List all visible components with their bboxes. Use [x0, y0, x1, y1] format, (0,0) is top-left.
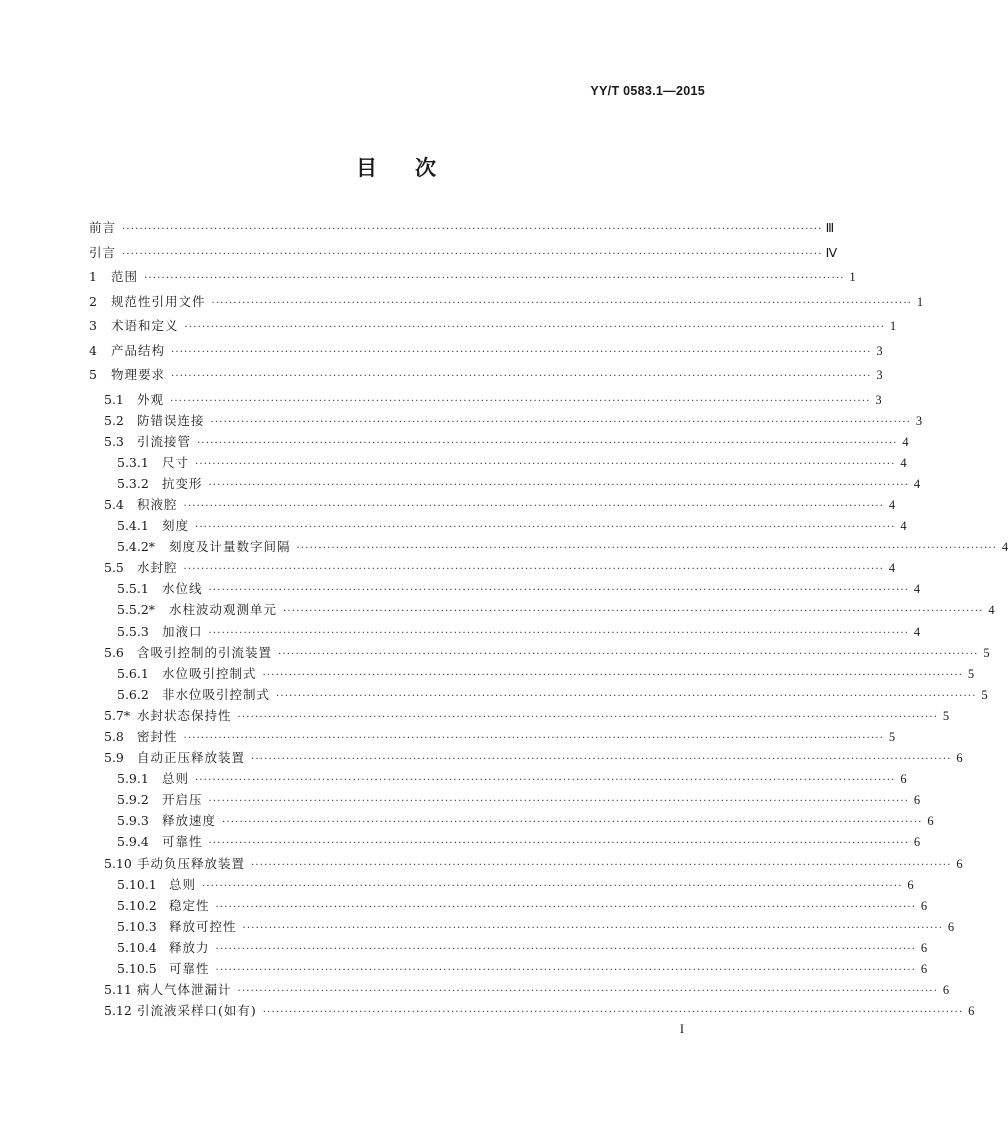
- standard-code: YY/T 0583.1—2015: [590, 84, 705, 98]
- toc-entry-number: 5.10.5: [117, 961, 157, 977]
- toc-entry-title: 尺寸: [162, 454, 190, 470]
- toc-entry-page: Ⅲ: [825, 221, 835, 235]
- toc-entry[interactable]: [89, 365, 883, 390]
- toc-entry[interactable]: [89, 316, 897, 341]
- toc-entry-page: Ⅳ: [825, 245, 838, 260]
- toc-entry-number: 5.8: [104, 729, 124, 744]
- toc-entry-number: 1: [89, 269, 97, 284]
- toc-leader-dots: ································································································································································: [184, 322, 886, 333]
- toc-entry-page: 6: [947, 919, 955, 934]
- toc-entry-page: 3: [915, 413, 923, 428]
- toc-leader-dots: ································································································································································: [208, 838, 910, 850]
- toc-entry-title: 非水位吸引控制式: [162, 686, 271, 702]
- toc-leader-dots: ································································································································································: [208, 627, 910, 639]
- toc-entry-title: 引流液采样口(如有): [137, 1003, 257, 1019]
- toc-entry-number: 5.3.2: [117, 475, 149, 491]
- toc-entry[interactable]: [89, 790, 921, 811]
- toc-entry-page: 4: [888, 561, 896, 576]
- toc-entry-title: 范围: [111, 269, 139, 284]
- toc-leader-dots: ································································································································································: [171, 346, 872, 358]
- toc-entry-number: 3: [89, 318, 97, 333]
- toc-entry[interactable]: [89, 267, 856, 292]
- toc-entry-page: 6: [920, 940, 928, 955]
- toc-entry-page: 4: [902, 434, 909, 449]
- toc-entry-title: 释放可控性: [169, 918, 237, 934]
- toc-leader-dots: ································································································································································: [208, 796, 910, 808]
- toc-leader-dots: ································································································································································: [251, 754, 952, 766]
- toc-entry-title: 抗变形: [162, 475, 203, 491]
- toc-entry-title: 释放速度: [162, 813, 217, 829]
- toc-entry-page: 4: [988, 603, 995, 618]
- toc-entry[interactable]: [89, 938, 928, 959]
- toc-entry-page: 6: [900, 772, 907, 787]
- toc-entry-title: 含吸引控制的引流装置: [137, 644, 273, 660]
- toc-leader-dots: ································································································································································: [195, 775, 896, 787]
- toc-entry-number: 5.3: [104, 433, 124, 449]
- page-number: I: [679, 1022, 684, 1036]
- toc-entry-number: 5.9.4: [117, 834, 149, 850]
- toc-entry-number: 5.4.2*: [117, 539, 156, 555]
- toc-entry-title: 物理要求: [111, 367, 166, 382]
- toc-entry-page: 1: [916, 294, 924, 309]
- toc-entry[interactable]: [89, 474, 921, 495]
- toc-entry-number: 5.11: [104, 982, 132, 998]
- toc-entry-number: 5.5.2*: [117, 602, 156, 618]
- toc-leader-dots: ································································································································································: [210, 416, 912, 428]
- toc-entry-title: 术语和定义: [111, 318, 179, 333]
- toc-entry-title: 密封性: [137, 729, 178, 744]
- toc-entry-title: 规范性引用文件: [111, 293, 206, 309]
- toc-entry[interactable]: [89, 600, 995, 621]
- toc-entry-number: 5.10: [104, 855, 132, 871]
- toc-entry-page: 6: [956, 751, 963, 766]
- toc-entry-title: 防错误连接: [137, 412, 205, 428]
- toc-entry[interactable]: [89, 685, 988, 706]
- toc-entry[interactable]: [89, 875, 914, 896]
- toc-entry-number: 5.1: [104, 391, 124, 407]
- toc-entry[interactable]: [89, 854, 963, 875]
- toc-entry[interactable]: [89, 664, 975, 685]
- toc-entry-page: 4: [913, 582, 921, 597]
- toc-entry-title: 引流接管: [137, 433, 192, 449]
- toc-entry-page: 1: [889, 319, 897, 333]
- toc-entry-title: 产品结构: [111, 342, 166, 358]
- toc-entry-number: 5.9.3: [117, 813, 149, 829]
- toc-entry[interactable]: [89, 390, 882, 411]
- toc-entry-title: 手动负压释放装置: [137, 855, 246, 871]
- toc-leader-dots: ································································································································································: [262, 1007, 964, 1019]
- toc-leader-dots: ································································································································································: [276, 690, 977, 702]
- toc-leader-dots: ································································································································································: [215, 901, 917, 913]
- toc-entry-number: 5.2: [104, 412, 124, 428]
- toc-entry-page: 6: [942, 983, 950, 998]
- toc-leader-dots: ································································································································································: [122, 248, 823, 260]
- toc-entry-page: 4: [913, 476, 921, 491]
- toc-entry[interactable]: [89, 218, 835, 243]
- toc-leader-dots: ································································································································································: [195, 458, 896, 470]
- toc-entry-title: 刻度: [162, 518, 190, 534]
- toc-leader-dots: ································································································································································: [262, 669, 964, 681]
- toc-entry-number: 5.4: [104, 496, 124, 512]
- toc-entry-number: 5.5.3: [117, 623, 149, 639]
- toc-entry-title: 开启压: [162, 792, 203, 808]
- toc-leader-dots: ································································································································································: [237, 986, 939, 998]
- toc-entry-page: 5: [983, 645, 990, 660]
- toc-entry-title: 病人气体泄漏计: [137, 982, 232, 998]
- toc-entry-page: 3: [876, 343, 883, 358]
- toc-leader-dots: ································································································································································: [183, 733, 885, 744]
- toc-entry-page: 5: [888, 730, 896, 744]
- toc-entry[interactable]: [89, 896, 928, 917]
- toc-entry-page: 4: [900, 519, 907, 534]
- toc-entry-page: 5: [967, 666, 975, 681]
- toc-leader-dots: ································································································································································: [208, 585, 910, 597]
- toc-entry[interactable]: [89, 516, 907, 537]
- toc-entry-title: 水位线: [162, 581, 203, 597]
- toc-entry-number: 5.5: [104, 560, 124, 576]
- toc-leader-dots: ································································································································································: [215, 965, 917, 977]
- toc-entry-number: 5.7*: [104, 707, 131, 723]
- toc-entry-title: 总则: [162, 771, 190, 787]
- toc-entry-title: 释放力: [169, 939, 210, 955]
- page-title: [0, 152, 794, 182]
- toc-leader-dots: ································································································································································: [183, 564, 885, 576]
- toc-entry-number: 4: [89, 342, 97, 358]
- toc-entry[interactable]: [89, 341, 883, 366]
- toc-entry[interactable]: [89, 1001, 975, 1022]
- toc-leader-dots: ································································································································································: [242, 922, 944, 934]
- toc-entry[interactable]: [89, 432, 909, 453]
- toc-entry-page: 6: [968, 1004, 975, 1019]
- toc-entry[interactable]: [89, 579, 921, 600]
- toc-leader-dots: ································································································································································: [222, 817, 923, 829]
- toc-entry[interactable]: [89, 959, 928, 980]
- toc-leader-dots: ································································································································································: [251, 859, 952, 871]
- toc-entry-number: 5.6.2: [117, 686, 149, 702]
- toc-entry-title: 可靠性: [169, 961, 210, 977]
- toc-leader-dots: ································································································································································: [122, 224, 823, 235]
- toc-entry[interactable]: [89, 769, 907, 790]
- toc-entry[interactable]: [89, 243, 838, 268]
- toc-entry[interactable]: [89, 727, 896, 748]
- toc-entry-number: 5.3.1: [117, 454, 149, 470]
- toc-entry-title: 水位吸引控制式: [162, 665, 257, 681]
- toc-leader-dots: ································································································································································: [170, 395, 871, 407]
- toc-entry[interactable]: [89, 558, 896, 579]
- toc-entry-title: 稳定性: [169, 897, 210, 913]
- toc-entry-page: 5: [942, 708, 950, 723]
- toc-entry[interactable]: [89, 411, 923, 432]
- toc-entry[interactable]: [89, 832, 921, 853]
- toc-leader-dots: ································································································································································: [237, 711, 939, 723]
- toc-entry-number: 5.10.3: [117, 918, 157, 934]
- toc-entry-number: 5.9: [104, 750, 124, 766]
- toc-entry[interactable]: [89, 292, 924, 317]
- toc-entry-page: 3: [876, 368, 883, 382]
- toc-entry-page: 4: [900, 455, 907, 470]
- toc-entry-title: 水柱波动观测单元: [169, 602, 278, 618]
- toc-entry-number: 5.10.1: [117, 876, 157, 892]
- toc-entry-number: 2: [89, 293, 97, 309]
- toc-entry-title: 水封腔: [137, 560, 178, 576]
- toc-entry-title: 可靠性: [162, 834, 203, 850]
- toc-entry-page: 4: [888, 497, 896, 512]
- toc-entry[interactable]: [89, 748, 963, 769]
- toc-entry-page: 6: [927, 814, 934, 829]
- toc-entry-page: 3: [875, 392, 882, 407]
- toc-entry-page: 6: [907, 877, 914, 892]
- toc-entry[interactable]: [89, 495, 896, 516]
- toc-entry-number: 5: [89, 367, 97, 382]
- toc-entry-number: 5.9.1: [117, 771, 149, 787]
- toc-entry-number: 5.6: [104, 644, 124, 660]
- toc-leader-dots: ································································································································································: [197, 437, 898, 449]
- toc-entry-page: 6: [913, 793, 921, 808]
- toc-entry-title: 前言: [89, 220, 117, 235]
- toc-leader-dots: ································································································································································: [208, 479, 910, 491]
- toc-entry-title: 总则: [169, 876, 197, 892]
- toc-leader-dots: ································································································································································: [215, 943, 917, 955]
- toc-leader-dots: ································································································································································: [171, 371, 872, 382]
- toc-entry-number: 5.5.1: [117, 581, 149, 597]
- toc-leader-dots: ································································································································································: [144, 273, 845, 284]
- toc-entry[interactable]: [89, 706, 950, 727]
- toc-entry-number: 5.4.1: [117, 518, 149, 534]
- toc-entry-page: 6: [913, 835, 921, 850]
- toc-entry-page: 1: [849, 270, 856, 284]
- toc-entry[interactable]: [89, 537, 1008, 558]
- toc-entry-title: 外观: [137, 391, 165, 407]
- toc-leader-dots: ································································································································································: [195, 522, 896, 534]
- table-of-contents: [89, 218, 1008, 1022]
- toc-entry-number: 5.9.2: [117, 792, 149, 808]
- toc-entry-page: 6: [920, 898, 928, 913]
- toc-leader-dots: ································································································································································: [278, 648, 979, 660]
- toc-leader-dots: ································································································································································: [211, 297, 913, 309]
- toc-entry-page: 4: [913, 624, 921, 639]
- title-char-1: 目: [356, 155, 379, 180]
- toc-entry[interactable]: [89, 622, 921, 643]
- toc-entry[interactable]: [89, 917, 955, 938]
- title-char-2: 次: [415, 155, 438, 180]
- toc-entry-page: 5: [981, 687, 988, 702]
- toc-leader-dots: ································································································································································: [202, 880, 903, 892]
- toc-leader-dots: ································································································································································: [296, 543, 998, 555]
- toc-entry-title: 刻度及计量数字间隔: [169, 539, 291, 555]
- toc-entry-page: 6: [956, 856, 963, 871]
- toc-entry-title: 加液口: [162, 623, 203, 639]
- toc-entry[interactable]: [89, 980, 950, 1001]
- toc-entry-title: 自动正压释放装置: [137, 750, 246, 766]
- toc-entry-number: 5.10.4: [117, 939, 157, 955]
- toc-entry-page: 6: [920, 962, 928, 977]
- toc-entry[interactable]: [89, 811, 934, 832]
- toc-entry-title: 水封状态保持性: [137, 707, 232, 723]
- toc-entry[interactable]: [89, 453, 907, 474]
- toc-entry-number: 5.12: [104, 1003, 132, 1019]
- toc-leader-dots: ································································································································································: [183, 500, 885, 512]
- toc-entry-number: 5.10.2: [117, 897, 157, 913]
- toc-entry-number: 5.6.1: [117, 665, 149, 681]
- toc-entry[interactable]: [89, 643, 990, 664]
- toc-entry-title: 引言: [89, 244, 117, 260]
- toc-leader-dots: ································································································································································: [283, 606, 984, 618]
- toc-entry-page: 4: [1001, 540, 1008, 555]
- toc-entry-title: 积液腔: [137, 496, 178, 512]
